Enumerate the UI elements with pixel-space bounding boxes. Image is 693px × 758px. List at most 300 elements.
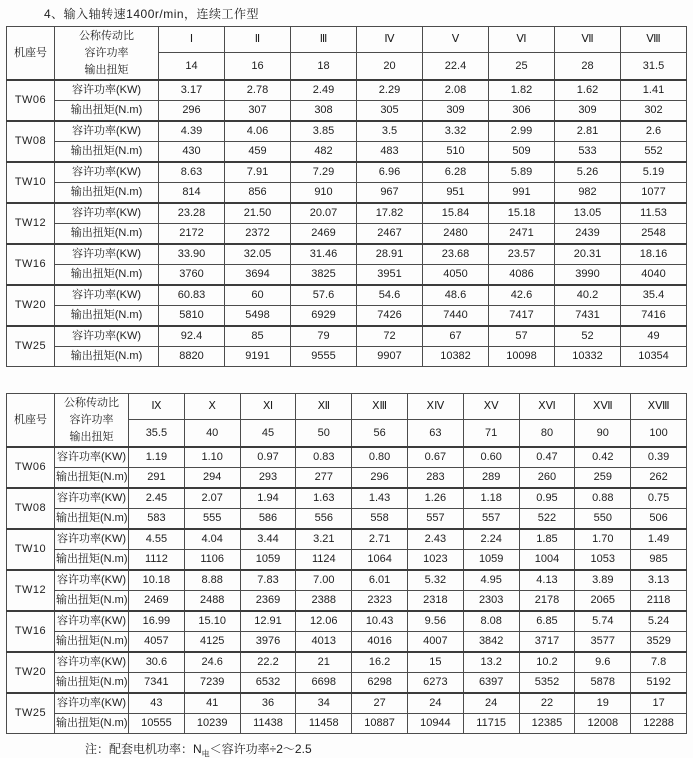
torque-value-cell: 856 xyxy=(225,183,291,204)
torque-row-label: 输出扭矩(N.m) xyxy=(55,142,159,163)
header-line-ratio: 公称传动比 xyxy=(64,396,119,409)
power-value-cell: 5.89 xyxy=(489,162,555,183)
torque-value-cell: 5192 xyxy=(631,673,687,694)
ratio-code-header: Ⅺ xyxy=(240,394,296,420)
torque-value-cell: 583 xyxy=(129,509,185,530)
power-row-label: 容许功率(KW) xyxy=(55,529,129,550)
torque-value-cell: 533 xyxy=(555,142,621,163)
torque-value-cell: 302 xyxy=(621,101,687,122)
torque-value-cell: 5352 xyxy=(519,673,575,694)
power-value-cell: 19 xyxy=(575,693,631,714)
ratio-code-header: ⅩⅦ xyxy=(575,394,631,420)
torque-value-cell: 3990 xyxy=(555,265,621,286)
power-value-cell: 6.28 xyxy=(423,162,489,183)
ratio-value-header: 16 xyxy=(225,53,291,81)
power-value-cell: 1.18 xyxy=(463,488,519,509)
power-value-cell: 57.6 xyxy=(291,285,357,306)
power-value-cell: 22.2 xyxy=(240,652,296,673)
torque-value-cell: 2318 xyxy=(407,591,463,612)
torque-value-cell: 4016 xyxy=(352,632,408,653)
power-value-cell: 3.44 xyxy=(240,529,296,550)
power-value-cell: 2.6 xyxy=(621,121,687,142)
power-value-cell: 2.07 xyxy=(184,488,240,509)
power-value-cell: 72 xyxy=(357,326,423,347)
power-value-cell: 5.19 xyxy=(621,162,687,183)
frame-cell: TW16 xyxy=(7,244,55,285)
footnote xyxy=(85,740,693,757)
torque-value-cell: 557 xyxy=(463,509,519,530)
power-value-cell: 0.60 xyxy=(463,447,519,468)
torque-value-cell: 522 xyxy=(519,509,575,530)
footnote-subscript: 电 xyxy=(201,749,210,758)
power-value-cell: 1.19 xyxy=(129,447,185,468)
torque-value-cell: 10555 xyxy=(129,714,185,734)
frame-cell: TW08 xyxy=(7,121,55,162)
torque-value-cell: 11458 xyxy=(296,714,352,734)
power-value-cell: 6.85 xyxy=(519,611,575,632)
power-value-cell: 16.99 xyxy=(129,611,185,632)
power-value-cell: 3.5 xyxy=(357,121,423,142)
header-line-power: 容许功率 xyxy=(69,413,114,426)
power-row-label: 容许功率(KW) xyxy=(55,570,129,591)
torque-value-cell: 552 xyxy=(621,142,687,163)
power-row-label: 容许功率(KW) xyxy=(55,285,159,306)
torque-value-cell: 9191 xyxy=(225,347,291,367)
torque-value-cell: 7440 xyxy=(423,306,489,327)
power-value-cell: 8.88 xyxy=(184,570,240,591)
torque-value-cell: 1059 xyxy=(240,550,296,571)
torque-row xyxy=(7,224,687,245)
power-value-cell: 3.85 xyxy=(291,121,357,142)
power-row-label: 容许功率(KW) xyxy=(55,121,159,142)
frame-cell: TW06 xyxy=(7,447,55,488)
power-value-cell: 0.39 xyxy=(631,447,687,468)
torque-value-cell: 910 xyxy=(291,183,357,204)
power-value-cell: 27 xyxy=(352,693,408,714)
torque-value-cell: 260 xyxy=(519,468,575,489)
power-value-cell: 1.43 xyxy=(352,488,408,509)
power-value-cell: 5.26 xyxy=(555,162,621,183)
frame-cell: TW10 xyxy=(7,162,55,203)
torque-value-cell: 2488 xyxy=(184,591,240,612)
frame-cell: TW06 xyxy=(7,80,55,121)
power-value-cell: 2.24 xyxy=(463,529,519,550)
torque-value-cell: 1077 xyxy=(621,183,687,204)
torque-value-cell: 262 xyxy=(631,468,687,489)
torque-value-cell: 2388 xyxy=(296,591,352,612)
torque-value-cell: 7417 xyxy=(489,306,555,327)
torque-value-cell: 3825 xyxy=(291,265,357,286)
power-value-cell: 28.91 xyxy=(357,244,423,265)
ratio-value-header: 22.4 xyxy=(423,53,489,81)
torque-value-cell: 10887 xyxy=(352,714,408,734)
torque-row xyxy=(7,265,687,286)
torque-row-label: 输出扭矩(N.m) xyxy=(55,591,129,612)
frame-cell: TW20 xyxy=(7,285,55,326)
power-value-cell: 1.94 xyxy=(240,488,296,509)
torque-row-label: 输出扭矩(N.m) xyxy=(55,265,159,286)
header-line-power: 容许功率 xyxy=(84,46,129,59)
power-value-cell: 0.42 xyxy=(575,447,631,468)
torque-row xyxy=(7,550,687,571)
torque-value-cell: 2065 xyxy=(575,591,631,612)
header-line-torque: 输出扭矩 xyxy=(84,63,129,76)
power-value-cell: 2.49 xyxy=(291,80,357,101)
ratio-code-header: ⅩⅤ xyxy=(463,394,519,420)
power-value-cell: 20.31 xyxy=(555,244,621,265)
power-value-cell: 41 xyxy=(184,693,240,714)
ratio-value-header: 28 xyxy=(555,53,621,81)
power-value-cell: 57 xyxy=(489,326,555,347)
torque-value-cell: 12008 xyxy=(575,714,631,734)
power-value-cell: 11.53 xyxy=(621,203,687,224)
torque-value-cell: 1064 xyxy=(352,550,408,571)
power-value-cell: 54.6 xyxy=(357,285,423,306)
torque-row xyxy=(7,632,687,653)
power-value-cell: 0.67 xyxy=(407,447,463,468)
torque-value-cell: 510 xyxy=(423,142,489,163)
ratio-code-header: ⅩⅧ xyxy=(631,394,687,420)
frame-cell: TW25 xyxy=(7,326,55,367)
power-value-cell: 34 xyxy=(296,693,352,714)
torque-value-cell: 506 xyxy=(631,509,687,530)
torque-row xyxy=(7,101,687,122)
power-value-cell: 2.71 xyxy=(352,529,408,550)
power-value-cell: 1.49 xyxy=(631,529,687,550)
torque-row-label: 输出扭矩(N.m) xyxy=(55,509,129,530)
power-value-cell: 40.2 xyxy=(555,285,621,306)
torque-value-cell: 11438 xyxy=(240,714,296,734)
torque-value-cell: 1106 xyxy=(184,550,240,571)
power-value-cell: 1.10 xyxy=(184,447,240,468)
power-value-cell: 1.82 xyxy=(489,80,555,101)
torque-value-cell: 9907 xyxy=(357,347,423,367)
power-value-cell: 60.83 xyxy=(159,285,225,306)
power-value-cell: 15.84 xyxy=(423,203,489,224)
torque-row-label: 输出扭矩(N.m) xyxy=(55,714,129,734)
power-value-cell: 3.13 xyxy=(631,570,687,591)
power-row-label: 容许功率(KW) xyxy=(55,447,129,468)
power-row xyxy=(7,529,687,550)
torque-value-cell: 1023 xyxy=(407,550,463,571)
ratio-value-header: 31.5 xyxy=(621,53,687,81)
frame-column-header: 机座号 xyxy=(7,394,55,448)
power-value-cell: 0.80 xyxy=(352,447,408,468)
torque-value-cell: 296 xyxy=(159,101,225,122)
power-value-cell: 52 xyxy=(555,326,621,347)
power-row xyxy=(7,80,687,101)
torque-value-cell: 3951 xyxy=(357,265,423,286)
power-value-cell: 2.99 xyxy=(489,121,555,142)
power-value-cell: 4.39 xyxy=(159,121,225,142)
torque-value-cell: 296 xyxy=(352,468,408,489)
power-value-cell: 6.96 xyxy=(357,162,423,183)
torque-value-cell: 305 xyxy=(357,101,423,122)
torque-value-cell: 307 xyxy=(225,101,291,122)
power-value-cell: 15.10 xyxy=(184,611,240,632)
power-value-cell: 4.06 xyxy=(225,121,291,142)
power-value-cell: 48.6 xyxy=(423,285,489,306)
ratio-code-header: Ⅷ xyxy=(621,27,687,53)
torque-value-cell: 11715 xyxy=(463,714,519,734)
torque-value-cell: 2178 xyxy=(519,591,575,612)
table-gap xyxy=(0,367,693,393)
torque-value-cell: 294 xyxy=(184,468,240,489)
torque-row xyxy=(7,591,687,612)
torque-value-cell: 6273 xyxy=(407,673,463,694)
torque-value-cell: 10354 xyxy=(621,347,687,367)
torque-row-label: 输出扭矩(N.m) xyxy=(55,101,159,122)
power-row xyxy=(7,570,687,591)
torque-value-cell: 10332 xyxy=(555,347,621,367)
torque-value-cell: 4013 xyxy=(296,632,352,653)
torque-value-cell: 555 xyxy=(184,509,240,530)
ratio-code-header: ⅩⅢ xyxy=(352,394,408,420)
torque-value-cell: 509 xyxy=(489,142,555,163)
power-value-cell: 4.04 xyxy=(184,529,240,550)
power-row xyxy=(7,488,687,509)
power-value-cell: 5.74 xyxy=(575,611,631,632)
torque-value-cell: 1059 xyxy=(463,550,519,571)
torque-value-cell: 7239 xyxy=(184,673,240,694)
torque-row-label: 输出扭矩(N.m) xyxy=(55,183,159,204)
power-value-cell: 10.18 xyxy=(129,570,185,591)
power-row-label: 容许功率(KW) xyxy=(55,244,159,265)
power-value-cell: 18.16 xyxy=(621,244,687,265)
ratio-value-header: 18 xyxy=(291,53,357,81)
torque-value-cell: 558 xyxy=(352,509,408,530)
power-value-cell: 7.29 xyxy=(291,162,357,183)
torque-value-cell: 4086 xyxy=(489,265,555,286)
power-value-cell: 17.82 xyxy=(357,203,423,224)
power-value-cell: 1.63 xyxy=(296,488,352,509)
power-value-cell: 79 xyxy=(291,326,357,347)
ratio-code-header: Ⅴ xyxy=(423,27,489,53)
power-value-cell: 9.6 xyxy=(575,652,631,673)
torque-value-cell: 7431 xyxy=(555,306,621,327)
power-value-cell: 5.32 xyxy=(407,570,463,591)
torque-value-cell: 5878 xyxy=(575,673,631,694)
power-value-cell: 92.4 xyxy=(159,326,225,347)
power-value-cell: 7.8 xyxy=(631,652,687,673)
torque-value-cell: 2118 xyxy=(631,591,687,612)
torque-value-cell: 12288 xyxy=(631,714,687,734)
power-value-cell: 13.05 xyxy=(555,203,621,224)
torque-value-cell: 5810 xyxy=(159,306,225,327)
torque-value-cell: 9555 xyxy=(291,347,357,367)
power-row xyxy=(7,447,687,468)
power-value-cell: 43 xyxy=(129,693,185,714)
power-value-cell: 31.46 xyxy=(291,244,357,265)
power-value-cell: 30.6 xyxy=(129,652,185,673)
power-value-cell: 21.50 xyxy=(225,203,291,224)
torque-row-label: 输出扭矩(N.m) xyxy=(55,306,159,327)
torque-row xyxy=(7,509,687,530)
ratio-value-header: 80 xyxy=(519,420,575,448)
power-value-cell: 4.55 xyxy=(129,529,185,550)
power-value-cell: 60 xyxy=(225,285,291,306)
footnote-suffix: ＜容许功率÷2～2.5 xyxy=(209,742,312,756)
torque-value-cell: 3842 xyxy=(463,632,519,653)
torque-value-cell: 6298 xyxy=(352,673,408,694)
torque-value-cell: 991 xyxy=(489,183,555,204)
torque-value-cell: 5498 xyxy=(225,306,291,327)
torque-value-cell: 6929 xyxy=(291,306,357,327)
torque-value-cell: 2480 xyxy=(423,224,489,245)
ratio-value-header: 100 xyxy=(631,420,687,448)
power-value-cell: 24.6 xyxy=(184,652,240,673)
ratio-value-header: 63 xyxy=(407,420,463,448)
power-row-label: 容许功率(KW) xyxy=(55,80,159,101)
power-value-cell: 3.17 xyxy=(159,80,225,101)
torque-value-cell: 10944 xyxy=(407,714,463,734)
torque-row-label: 输出扭矩(N.m) xyxy=(55,632,129,653)
torque-row-label: 输出扭矩(N.m) xyxy=(55,224,159,245)
ratio-code-header: Ⅱ xyxy=(225,27,291,53)
header-label-cell xyxy=(55,27,159,81)
power-value-cell: 3.32 xyxy=(423,121,489,142)
torque-value-cell: 3577 xyxy=(575,632,631,653)
power-value-cell: 1.70 xyxy=(575,529,631,550)
power-value-cell: 23.28 xyxy=(159,203,225,224)
ratio-table-9-18 xyxy=(6,393,687,734)
power-row xyxy=(7,203,687,224)
torque-value-cell: 557 xyxy=(407,509,463,530)
power-value-cell: 2.78 xyxy=(225,80,291,101)
power-value-cell: 16.2 xyxy=(352,652,408,673)
torque-value-cell: 10239 xyxy=(184,714,240,734)
torque-value-cell: 293 xyxy=(240,468,296,489)
power-value-cell: 0.83 xyxy=(296,447,352,468)
torque-row-label: 输出扭矩(N.m) xyxy=(55,673,129,694)
torque-row xyxy=(7,468,687,489)
power-value-cell: 7.83 xyxy=(240,570,296,591)
power-value-cell: 0.95 xyxy=(519,488,575,509)
torque-value-cell: 3976 xyxy=(240,632,296,653)
power-value-cell: 36 xyxy=(240,693,296,714)
power-value-cell: 9.56 xyxy=(407,611,463,632)
power-value-cell: 24 xyxy=(407,693,463,714)
power-row xyxy=(7,162,687,183)
frame-cell: TW10 xyxy=(7,529,55,570)
power-value-cell: 33.90 xyxy=(159,244,225,265)
power-value-cell: 7.00 xyxy=(296,570,352,591)
ratio-table-1-8 xyxy=(6,26,687,367)
torque-value-cell: 2372 xyxy=(225,224,291,245)
power-value-cell: 5.24 xyxy=(631,611,687,632)
power-value-cell: 85 xyxy=(225,326,291,347)
power-row xyxy=(7,121,687,142)
torque-value-cell: 289 xyxy=(463,468,519,489)
power-value-cell: 10.2 xyxy=(519,652,575,673)
ratio-value-header: 35.5 xyxy=(129,420,185,448)
power-row xyxy=(7,326,687,347)
ratio-value-header: 14 xyxy=(159,53,225,81)
ratio-code-header: Ⅰ xyxy=(159,27,225,53)
ratio-code-header: ⅩⅥ xyxy=(519,394,575,420)
power-value-cell: 8.08 xyxy=(463,611,519,632)
power-value-cell: 2.08 xyxy=(423,80,489,101)
torque-value-cell: 2471 xyxy=(489,224,555,245)
frame-cell: TW12 xyxy=(7,203,55,244)
header-label-cell xyxy=(55,394,129,448)
torque-value-cell: 951 xyxy=(423,183,489,204)
power-value-cell: 15.18 xyxy=(489,203,555,224)
torque-value-cell: 2369 xyxy=(240,591,296,612)
power-value-cell: 21 xyxy=(296,652,352,673)
torque-row-label: 输出扭矩(N.m) xyxy=(55,468,129,489)
power-value-cell: 8.63 xyxy=(159,162,225,183)
torque-value-cell: 283 xyxy=(407,468,463,489)
power-value-cell: 2.29 xyxy=(357,80,423,101)
torque-row xyxy=(7,347,687,367)
power-row-label: 容许功率(KW) xyxy=(55,488,129,509)
torque-value-cell: 1053 xyxy=(575,550,631,571)
torque-value-cell: 309 xyxy=(555,101,621,122)
power-value-cell: 4.13 xyxy=(519,570,575,591)
torque-value-cell: 2439 xyxy=(555,224,621,245)
torque-value-cell: 1124 xyxy=(296,550,352,571)
torque-value-cell: 2172 xyxy=(159,224,225,245)
power-value-cell: 32.05 xyxy=(225,244,291,265)
torque-value-cell: 556 xyxy=(296,509,352,530)
torque-value-cell: 985 xyxy=(631,550,687,571)
ratio-code-header: Ⅹ xyxy=(184,394,240,420)
power-value-cell: 3.21 xyxy=(296,529,352,550)
power-value-cell: 0.47 xyxy=(519,447,575,468)
torque-value-cell: 2467 xyxy=(357,224,423,245)
torque-value-cell: 4040 xyxy=(621,265,687,286)
power-row-label: 容许功率(KW) xyxy=(55,203,159,224)
frame-cell: TW08 xyxy=(7,488,55,529)
ratio-value-header: 45 xyxy=(240,420,296,448)
frame-cell: TW25 xyxy=(7,693,55,734)
torque-value-cell: 2469 xyxy=(129,591,185,612)
torque-value-cell: 10098 xyxy=(489,347,555,367)
power-row xyxy=(7,652,687,673)
torque-value-cell: 10382 xyxy=(423,347,489,367)
torque-value-cell: 8820 xyxy=(159,347,225,367)
power-value-cell: 2.81 xyxy=(555,121,621,142)
torque-value-cell: 3529 xyxy=(631,632,687,653)
ratio-code-header: ⅩⅣ xyxy=(407,394,463,420)
ratio-code-header: Ⅲ xyxy=(291,27,357,53)
ratio-code-header: Ⅳ xyxy=(357,27,423,53)
torque-row-label: 输出扭矩(N.m) xyxy=(55,550,129,571)
power-value-cell: 12.91 xyxy=(240,611,296,632)
torque-value-cell: 2469 xyxy=(291,224,357,245)
power-value-cell: 1.85 xyxy=(519,529,575,550)
power-value-cell: 7.91 xyxy=(225,162,291,183)
torque-value-cell: 4007 xyxy=(407,632,463,653)
power-value-cell: 1.62 xyxy=(555,80,621,101)
power-row-label: 容许功率(KW) xyxy=(55,693,129,714)
torque-value-cell: 12385 xyxy=(519,714,575,734)
ratio-value-header: 71 xyxy=(463,420,519,448)
torque-value-cell: 982 xyxy=(555,183,621,204)
torque-value-cell: 3760 xyxy=(159,265,225,286)
torque-row xyxy=(7,673,687,694)
power-value-cell: 15 xyxy=(407,652,463,673)
power-value-cell: 3.89 xyxy=(575,570,631,591)
header-line-ratio: 公称传动比 xyxy=(79,29,134,42)
torque-row-label: 输出扭矩(N.m) xyxy=(55,347,159,367)
torque-value-cell: 308 xyxy=(291,101,357,122)
torque-value-cell: 277 xyxy=(296,468,352,489)
power-value-cell: 67 xyxy=(423,326,489,347)
torque-value-cell: 7416 xyxy=(621,306,687,327)
power-value-cell: 23.68 xyxy=(423,244,489,265)
